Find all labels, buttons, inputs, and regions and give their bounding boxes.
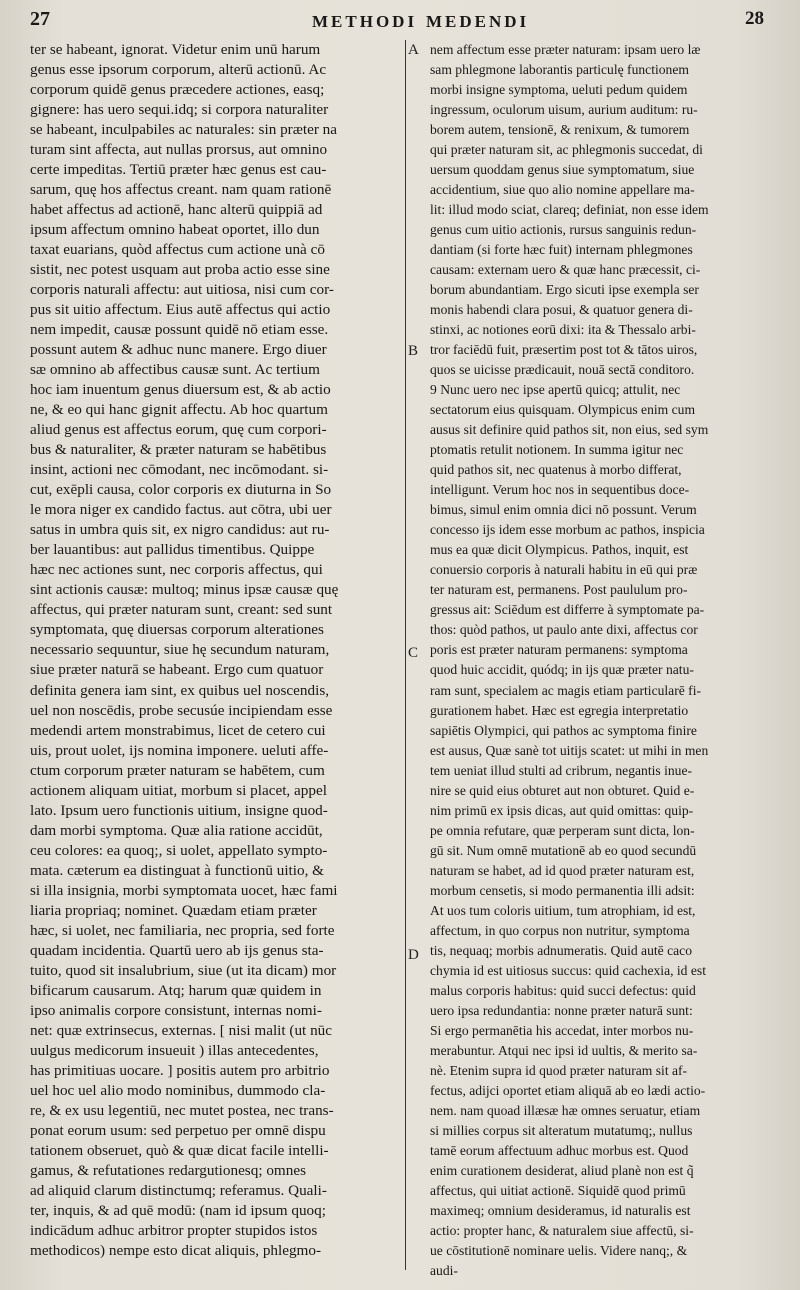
text-line: malus corporis habitus: quid succi defectus: quid (430, 982, 696, 998)
text-line: ipso animalis corpore consistunt, internas nomi- (30, 1001, 322, 1019)
text-line: satus in umbra quis sit, ex nigro candidus: aut ru- (30, 521, 330, 539)
text-line: causam: externam uero & quæ hanc præcessit, ci- (430, 262, 701, 278)
text-line: tuito, quod sit insalubrium, siue (ut ita dicam) mor (30, 961, 337, 979)
text-line: ceu colores: ea quoq;, si uolet, appellato sympto- (30, 841, 328, 859)
text-line: cut, exēpli causa, color corporis ex diuturna in So (30, 481, 332, 499)
margin-marker-a: A (408, 42, 419, 58)
text-line: merabuntur. Atqui nec ipsi id uultis, & merito sa- (430, 1042, 698, 1058)
text-line: nè. Etenim supra id quod præter naturam sit af- (430, 1062, 688, 1078)
text-line: stinxi, ac notiones eorū dixi: ita & Thessalo arbi- (430, 322, 696, 338)
text-line: gurationem habet. Hæc est egregia interpretatio (430, 702, 689, 718)
text-line: chymia id est uitiosus succus: quid cachexia, id est (430, 962, 706, 978)
text-line: tis, nequaq; morbis adnumeratis. Quid autē caco (430, 942, 692, 958)
text-line: tror faciēdū fuit, præsertim post tot & tātos uiros, (430, 342, 698, 358)
text-line: concesso ijs idem esse morbum ac pathos, inspicia (430, 522, 705, 538)
text-line: poris est præter naturam permanens: symptoma (430, 642, 688, 658)
text-line: enim curationem desiderat, aliud planè non est q̃ (430, 1162, 694, 1178)
text-line: ptomatis retulit notionem. In summa igitur nec (430, 442, 684, 458)
text-line: conuersio corporis à naturali habitu in eū qui præ (430, 562, 698, 578)
text-line: ber lauantibus: aut pallidus timentibus. Quippe (30, 541, 315, 559)
text-line: has primitiuas uocare. ] positis autem pro arbitrio (30, 1061, 330, 1079)
text-line: maximeq; omnium desideramus, id naturalis est (430, 1202, 691, 1218)
text-line: naturam se habet, ad id quod præter naturam est, (430, 862, 695, 878)
text-line: fectus, adijci oportet etiam aliquā ab eo lædi actio- (430, 1082, 706, 1098)
text-line: lato. Ipsum uero functionis uitium, insigne quod- (30, 801, 328, 819)
text-line: ue cōstitutionē nominare uelis. Videre nanq;, & (430, 1242, 688, 1258)
text-line: methodicos) nempe esto dicat aliquis, phlegmo- (30, 1241, 322, 1259)
text-line: quid pathos sit, nec quatenus à morbo differat, (430, 462, 682, 478)
text-line: nim primū ex ipsis dicas, aut quid omittas: quip- (430, 802, 694, 818)
text-line: hoc iam inuentum genus diuersum est, & ab actio (30, 381, 331, 399)
text-line: bificarum causarum. Atq; harum quæ quidem in (30, 981, 322, 999)
text-line: affectum, in quo corpus non nutritur, symptoma (430, 922, 690, 938)
text-line: affectus, qui præter naturam sunt, creant: sed sunt (30, 601, 333, 619)
text-line: pus sit uitio affectum. Eius autē affectus qui actio (30, 301, 331, 319)
text-line: pe omnia refutare, quæ perperam sunt dicta, lon- (430, 822, 695, 838)
text-line: gressus ait: Sciēdum est differre à symptomate pa- (430, 602, 705, 618)
text-line: borem autem, tensionē, & renixum, & tumorem (430, 122, 690, 138)
text-line: indicādum adhuc arbitror propter stupidos istos (30, 1221, 318, 1239)
text-line: uel hoc uel alio modo nominibus, dummodo cla- (30, 1081, 326, 1099)
text-line: tem ueniat illud stulti ad cribrum, negantis inue- (430, 762, 692, 778)
text-line: actionem aliquam uitiat, morbum si placet, appel (30, 781, 327, 799)
text-line: si millies corpus sit alteratum mutatumq;, nullus (430, 1122, 693, 1138)
text-line: ad aliquid clarum distinctumq; referamus. Quali- (30, 1181, 327, 1199)
text-line: dantiam (si forte hæc fuit) internam phlegmones (430, 242, 693, 258)
text-line: accidentium, siue quo alio nomine appellare ma- (430, 182, 695, 198)
left-text-column (30, 40, 402, 1261)
text-line: mata. cæterum ea distinguat à functionū uitio, & (30, 861, 324, 879)
text-line: uero ipsa redundantia: nonne præter naturā sunt: (430, 1002, 693, 1018)
text-line: quadam incidentia. Quartū uero ab ijs genus sta- (30, 941, 324, 959)
text-line: le mora niger ex candido factus. aut cōtra, ubi uer (30, 501, 332, 519)
text-line: possunt autem & adhuc nunc manere. Ergo diuer (30, 341, 327, 359)
text-line: re, & ex usu legentiū, nec mutet postea, nec trans- (30, 1101, 334, 1119)
text-line: nem. nam quoad illæsæ hæ omnes seruatur, etiam (430, 1102, 701, 1118)
text-line: hæc nec actiones sunt, nec corporis affectus, qui (30, 561, 323, 579)
text-line: necessario sequuntur, siue hę secundum naturam, (30, 641, 330, 659)
text-line: mus ea quæ dicit Olympicus. Pathos, inquit, est (430, 542, 689, 558)
right-text-column (430, 40, 780, 1281)
text-line: net: quæ extrinsecus, externas. [ nisi malit (ut nūc (30, 1021, 332, 1039)
text-line: morbi insigne symptoma, ueluti pedum quidem (430, 82, 688, 98)
text-line: symptomata, quę diuersas corporum alterationes (30, 621, 324, 639)
text-line: uis, prout uolet, ijs nomina imponere. ueluti affe- (30, 741, 329, 759)
text-line: medendi artem monstrabimus, licet de cetero cui (30, 721, 326, 739)
running-title-left: METHODI (312, 12, 418, 31)
text-line: tationem obseruet, quò & quæ dicat facile intelli- (30, 1141, 329, 1159)
text-line: borum abundantiam. Ergo sicuti ipse exempla ser (430, 282, 699, 298)
text-line: est ausus, Quæ sanè tot uitijs scatet: ut mihi in men (430, 742, 709, 758)
text-line: ausus sit definire quid pathos sit, non eius, sed sym (430, 422, 709, 438)
text-line: qui præter naturam sit, ac phlegmonis succedat, di (430, 142, 703, 158)
text-line: gignere: has uero sequi.idq; si corpora naturaliter (30, 101, 329, 119)
text-line: actio: propter hanc, & naturalem siue affectū, si- (430, 1222, 694, 1238)
text-line: quod huic accidit, quódq; in ijs quæ præter natu- (430, 662, 694, 678)
margin-marker-b: B (408, 343, 419, 359)
text-line: ter, inquis, & ad quē modū: (nam id ipsum quoq; (30, 1201, 326, 1219)
text-line: sæ omnino ab affectibus causæ sunt. Ac tertium (30, 361, 320, 379)
text-line: habet affectus ad actionē, hanc alterū quippiā ad (30, 201, 323, 219)
text-line: gū sit. Num omnē mutationē ab eo quod secundū (430, 842, 697, 858)
running-title-right: MEDENDI (426, 12, 530, 31)
text-line: ponat eorum usum: sed perpetuo per omnē dispu (30, 1121, 326, 1139)
text-line: uulgus medicorum insueuit ) illas antecedentes, (30, 1041, 319, 1059)
text-line: audi- (430, 1262, 458, 1278)
text-line: bimus, simul enim omnia dici nō possunt. Verum (430, 502, 697, 518)
text-line: sistit, nec potest usquam aut proba actio esse sine (30, 261, 330, 279)
text-line: genus cum uitio actionis, rursus sanguinis redun- (430, 222, 697, 238)
page-number-right: 28 (745, 8, 764, 29)
text-line: ctum corporum præter naturam se habētem, cum (30, 761, 325, 779)
page-number-left: 27 (30, 8, 50, 30)
text-line: At uos tum coloris uitium, tum atrophiam, id est, (430, 902, 696, 918)
text-line: lit: illud modo sciat, clareq; definiat, non esse idem (430, 202, 709, 218)
text-line: quos se uicisse prædicauit, nouā sectā conditoro. (430, 362, 695, 378)
text-line: taxat euarians, quòd affectus cum actione unà cō (30, 241, 325, 259)
text-line: tamē eorum affectuum adhuc morbus est. Quod (430, 1142, 689, 1158)
text-line: gamus, & refutationes redargutionesq; omnes (30, 1161, 306, 1179)
text-line: nem impedit, causæ possunt quidē nō etiam esse. (30, 321, 329, 339)
margin-marker-d: D (408, 947, 419, 963)
text-line: definita genera iam sint, ex quibus uel noscendis, (30, 681, 330, 699)
text-line: liaria propriaq; nominet. Quædam etiam præter (30, 901, 317, 919)
text-line: thos: quòd pathos, ut paulo ante dixi, affectus cor (430, 622, 698, 638)
text-line: Si ergo permanētia his accedat, inter morbos nu- (430, 1022, 694, 1038)
text-line: se habeant, inculpabiles ac naturales: sin præter na (30, 121, 338, 139)
text-line: aliud genus est affectus eorum, quę cum corpori- (30, 421, 327, 439)
text-line: nem affectum esse præter naturam: ipsam uero læ (430, 42, 701, 57)
text-line: dam morbi symptoma. Quæ alia ratione accidūt, (30, 821, 323, 839)
text-line: si illa insignia, morbi symptomata uocet, hæc fami (30, 881, 338, 899)
text-line: morbum censetis, si modo permanentia illi adsit: (430, 882, 695, 898)
text-line: sint actionis causæ: multoq; minus ipsæ causæ quę (30, 581, 339, 599)
text-line: ram sunt, specialem ac magis etiam particularē fi- (430, 682, 702, 698)
text-line: turam sint affecta, aut nullas prorsus, aut omnino (30, 141, 328, 159)
text-line: siue præter naturā se habeant. Ergo cum quatuor (30, 661, 324, 679)
text-line: intelligunt. Verum hoc nos in sequentibus doce- (430, 482, 690, 498)
text-line: bus & naturaliter, & præter naturam se habētibus (30, 441, 327, 459)
text-line: monis habendi clara posui, & quatuor genera di- (430, 302, 693, 318)
text-line: sapiētis Olympici, qui pathos ac symptoma finire (430, 722, 697, 738)
text-line: nire se quid eius obturet aut non obturet. Quid e- (430, 782, 695, 798)
text-line: corporis naturali affectu: aut uitiosa, nisi cum cor- (30, 281, 334, 299)
text-line: ter se habeant, ignorat. Videtur enim unū harum (30, 41, 321, 58)
page-header (0, 0, 800, 40)
text-line: 9 Nunc uero nec ipse apertū quicq; attulit, nec (430, 382, 681, 398)
text-line: certe impeditas. Tertiū præter hæc genus est cau- (30, 161, 327, 179)
text-line: hæc, si uolet, nec familiaria, nec propria, sed forte (30, 921, 335, 939)
column-divider (405, 40, 406, 1270)
margin-marker-c: C (408, 645, 419, 661)
text-line: uersum quoddam genus siue symptomatum, siue (430, 162, 695, 178)
text-line: ne, & eo qui hanc gignit affectu. Ab hoc quartum (30, 401, 328, 419)
text-line: ter naturam est, permanens. Post paululum pro- (430, 582, 688, 598)
text-line: corporum quidē genus præcedere actiones, easq; (30, 81, 325, 99)
text-line: ingressum, oculorum uisum, aurium auditum: ru- (430, 102, 698, 118)
text-line: sarum, quę hos affectus creant. nam quam rationē (30, 181, 332, 199)
text-line: ipsum affectum omnino habeat oportet, illo dun (30, 221, 320, 239)
text-line: sectatorum eius quisquam. Olympicus enim cum (430, 402, 696, 418)
text-line: uel non noscēdis, probe secusúe incipiendam esse (30, 701, 333, 719)
text-line: genus esse ipsorum corporum, alterū actionū. Ac (30, 61, 327, 79)
text-line: insint, actioni nec cōmodant, nec incōmodant. si- (30, 461, 329, 479)
text-line: sam phlegmone laborantis particulę functionem (430, 62, 689, 78)
text-line: affectus, qui uitiat actionē. Siquidē quod primū (430, 1182, 686, 1198)
